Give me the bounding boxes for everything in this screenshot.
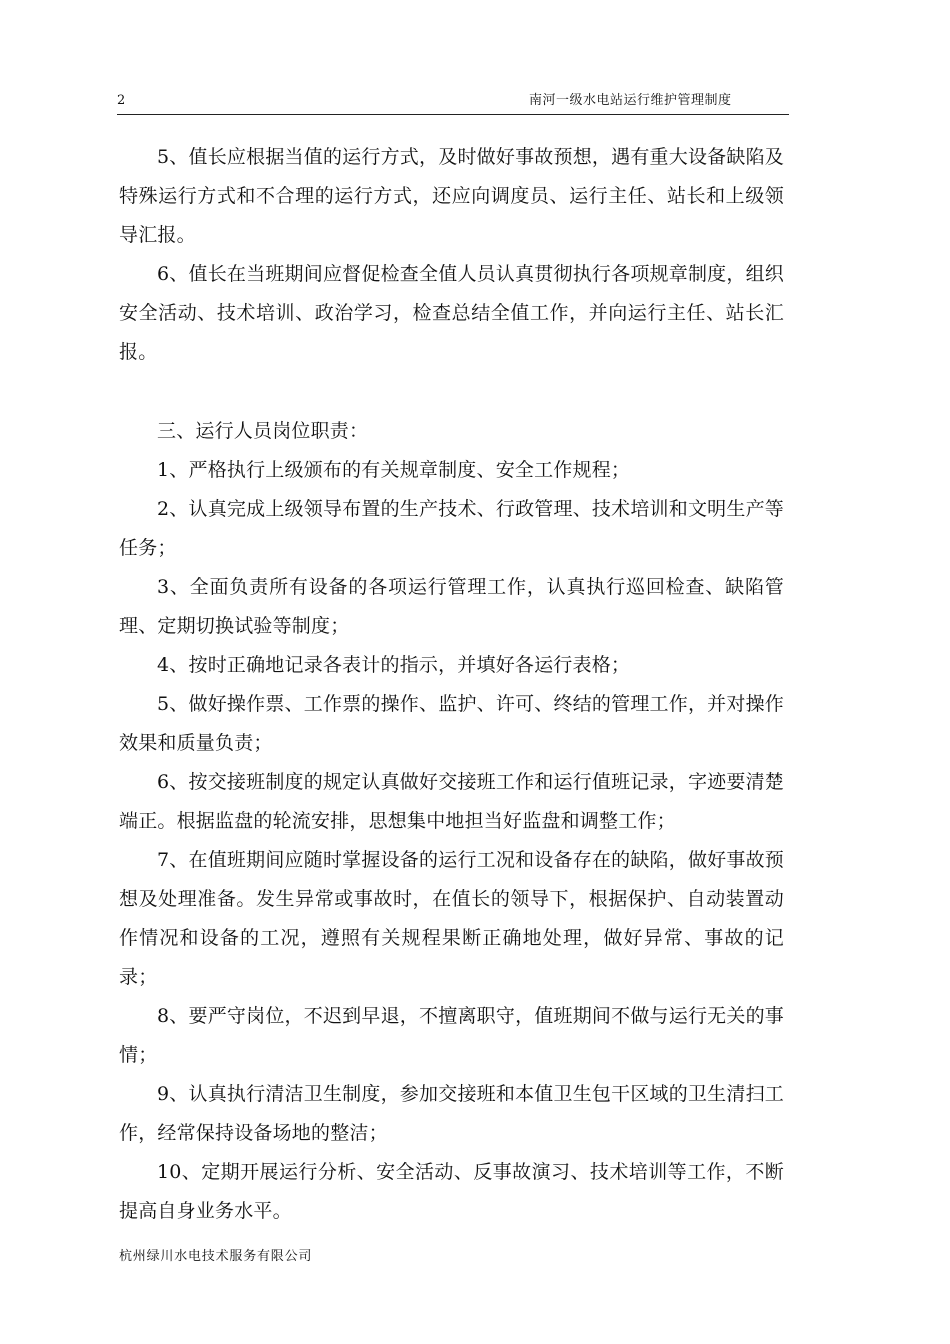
duty-item-3: 3、全面负责所有设备的各项运行管理工作，认真执行巡回检查、缺陷管理、定期切换试验等制度； <box>119 576 784 637</box>
paragraph-6: 6、值长在当班期间应督促检查全值人员认真贯彻执行各项规章制度，组织安全活动、技术培训、政治学习，检查总结全值工作，并向运行主任、站长汇报。 <box>119 263 784 363</box>
section-heading: 三、运行人员岗位职责： <box>157 420 369 442</box>
duty-item-10: 10、定期开展运行分析、安全活动、反事故演习、技术培训等工作，不断提高自身业务水平。 <box>119 1161 784 1222</box>
page-footer: 杭州绿川水电技术服务有限公司 <box>119 1249 313 1264</box>
duty-item-4: 4、按时正确地记录各表计的指示，并填好各运行表格； <box>157 654 631 676</box>
duty-item-9: 9、认真执行清洁卫生制度，参加交接班和本值卫生包干区域的卫生清扫工作，经常保持设备场地的整洁； <box>119 1083 784 1144</box>
document-title: 南河一级水电站运行维护管理制度 <box>529 93 732 108</box>
duty-item-6: 6、按交接班制度的规定认真做好交接班工作和运行值班记录，字迹要清楚端正。根据监盘的轮流安排，思想集中地担当好监盘和调整工作； <box>119 771 784 832</box>
paragraph-5: 5、值长应根据当值的运行方式，及时做好事故预想，遇有重大设备缺陷及特殊运行方式和不合理的运行方式，还应向调度员、运行主任、站长和上级领导汇报。 <box>119 146 784 246</box>
page-header <box>117 92 789 115</box>
duty-item-2: 2、认真完成上级领导布置的生产技术、行政管理、技术培训和文明生产等任务； <box>119 498 784 559</box>
section-spacer <box>119 372 784 412</box>
page-body <box>119 138 784 1231</box>
duty-item-8: 8、要严守岗位，不迟到早退，不擅离职守，值班期间不做与运行无关的事情； <box>119 1005 784 1066</box>
duty-item-1: 1、严格执行上级颁布的有关规章制度、安全工作规程； <box>157 459 631 481</box>
duty-item-5: 5、做好操作票、工作票的操作、监护、许可、终结的管理工作，并对操作效果和质量负责； <box>119 693 784 754</box>
duty-item-7: 7、在值班期间应随时掌握设备的运行工况和设备存在的缺陷，做好事故预想及处理准备。发生异常或事故时，在值长的领导下，根据保护、自动装置动作情况和设备的工况，遵照有关规程果断正确地处理，做好异常、事故的记录； <box>119 849 784 988</box>
page-number: 2 <box>117 93 126 108</box>
